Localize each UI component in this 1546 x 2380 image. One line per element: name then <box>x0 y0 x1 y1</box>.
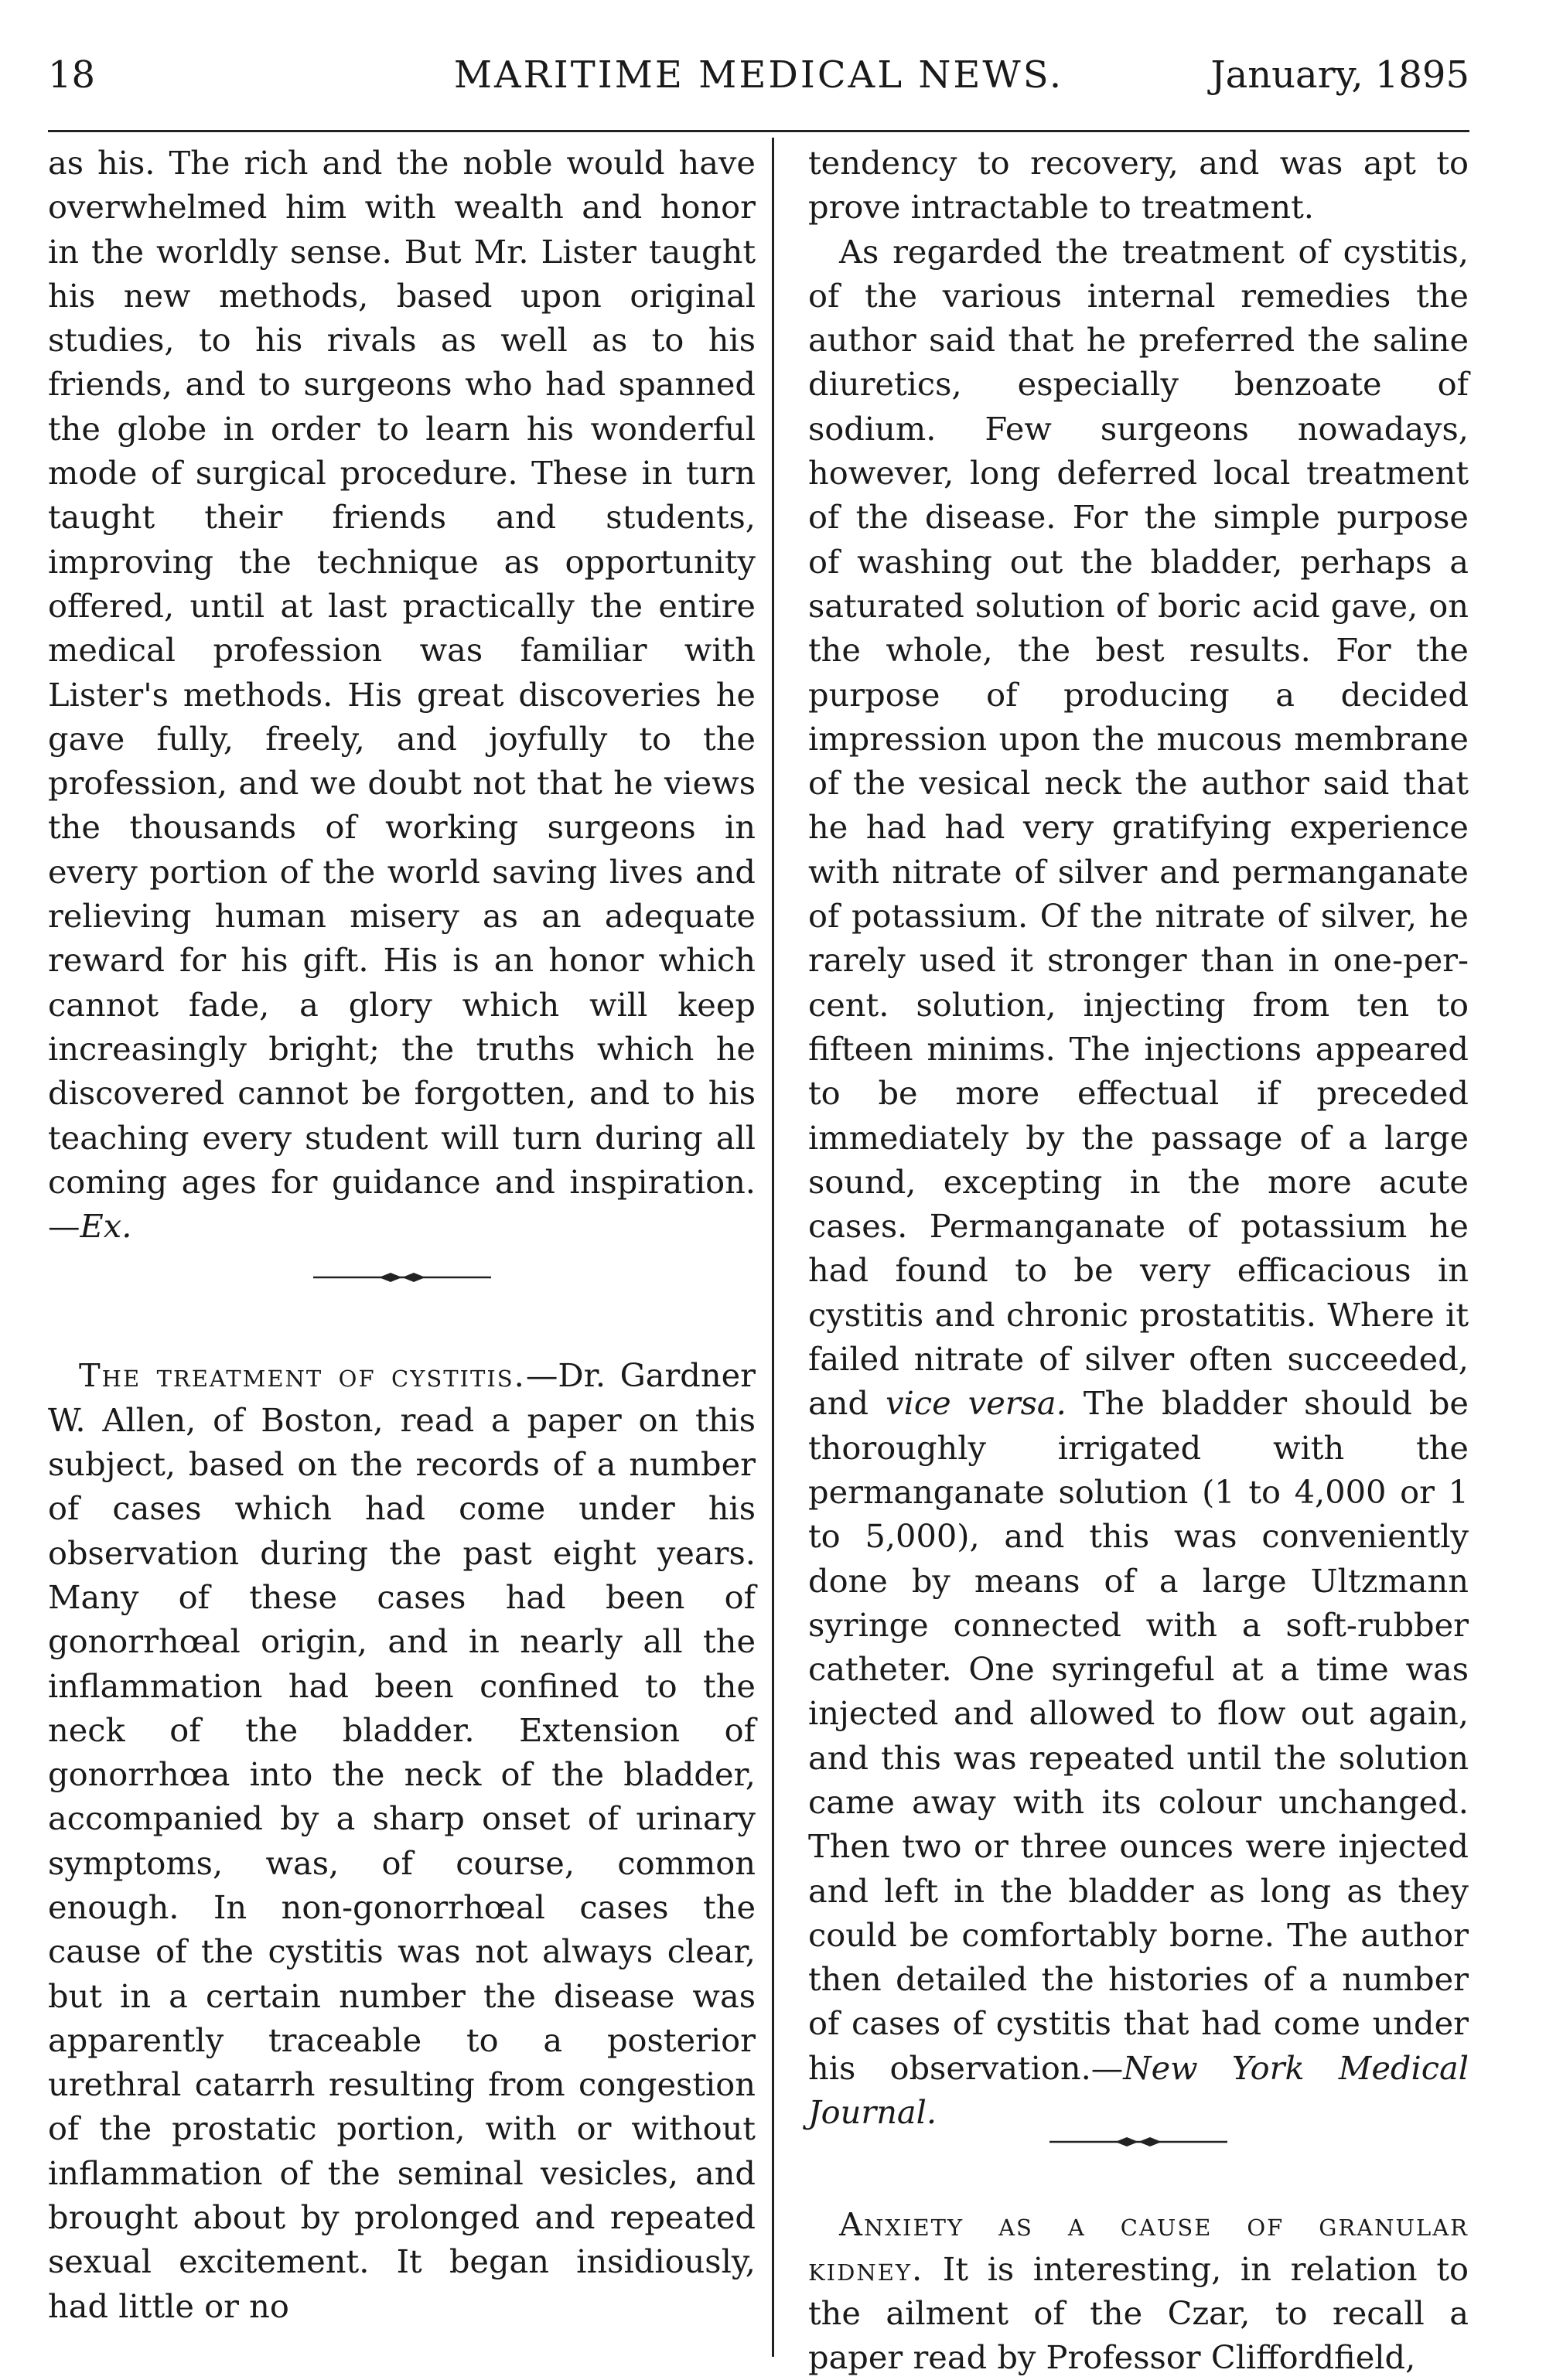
running-head <box>48 40 1469 110</box>
anxiety-heading: Anxiety as a cause of granular kidney. <box>808 2205 1469 2288</box>
cystitis-heading: The treatment of cystitis. <box>79 1356 526 1395</box>
column-divider <box>772 138 774 2357</box>
cystitis-source: New York Medical Journal. <box>808 2048 1469 2132</box>
cystitis-text-right-1: tendency to recovery, and was apt to prove intractable to treatment. <box>808 144 1469 227</box>
header-rule <box>48 130 1469 132</box>
cystitis-text-left: —Dr. Gardner W. Allen, of Boston, read a paper on this subject, based on the records of a number of cases which had come under his observation during the past eight years. Many of these cases had been of gonorrhœal origin, and in nearly all the inflammation had been confined to the neck of the bladder. Extension of gonorrhœa into the neck of the bladder, accompanied by a sharp onset of urinary symptoms, was, of course, common enough. In non-gonorrhœal cases the cause of the cystitis was not always clear, but in a certain number the disease was apparently traceable to a posterior urethral catarrh resulting from congestion of the prostatic portion, with or without inflammation of the seminal vesicles, and brought about by prolonged and repeated sexual excitement. It began insidiously, had little or no <box>48 1356 756 2325</box>
cystitis-text-right-2b: The bladder should be thoroughly irrigated with the permanganate solution (1 to 4,000 or 1 to 5,000), and this was conveniently done by means of a large Ultzmann syringe connected with a soft-rubber catheter. One syringeful at a time was injected and allowed to flow out again, and this was repeated until the solution came away with its colour unchanged. Then two or three ounces were injected and left in the bladder as long as they could be comfortably borne. The author then detailed the histories of a number of cases of cystitis that had come under his observation. <box>808 1384 1469 2087</box>
spacer <box>808 2181 1469 2202</box>
lister-source: Ex. <box>80 1207 132 1246</box>
lister-paragraph: as his. The rich and the noble would have overwhelmed him with wealth and honor in the worldly sense. But Mr. Lister taught his new methods, based upon original studies, to his rivals as well as to his friends, and to surgeons who had spanned the globe in order to learn his wonderful mode of surgical procedure. These in turn taught their friends and students, improving the technique as opportunity offered, until at last practically the entire medical profession was familiar with Lister's methods. His great discoveries he gave fully, freely, and joyfully to the profession, and we doubt not that he views the thousands of working surgeons in every portion of the world saving lives and relieving human misery as an adequate reward for his gift. His is an honor which cannot fade, a glory which will keep increasingly bright; the truths which he discovered cannot be forgotten, and to his teaching every student will turn during all coming ages for guidance and inspiration.—Ex. <box>48 144 756 1246</box>
cystitis-article-start <box>48 1353 756 2328</box>
anxiety-article-start <box>808 2202 1469 2379</box>
section-ornament <box>808 2134 1469 2181</box>
right-column <box>808 141 1469 2380</box>
spacer <box>48 1248 756 1270</box>
page-number: 18 <box>48 53 96 97</box>
journal-title: MARITIME MEDICAL NEWS. <box>453 53 1064 97</box>
left-column <box>48 141 756 2328</box>
lister-paragraph-text: as his. The rich and the noble would have overwhelmed him with wealth and honor in the worldly sense. But Mr. Lister taught his new methods, based upon original studies, to his rivals as well as to his friends, and to surgeons who had spanned the globe in order to learn his wonderful mode of surgical procedure. These in turn taught their friends and students, improving the technique as opportunity offered, until at last practically the entire medical profession was familiar with Lister's methods. His great discoveries he gave fully, freely, and joyfully to the profession, and we doubt not that he views the thousands of working surgeons in every portion of the world saving lives and relieving human misery as an adequate reward for his gift. His is an honor which cannot fade, a glory which will keep increasingly bright; the truths which he discovered cannot be forgotten, and to his teaching every student will turn during all coming ages for guidance and inspiration. <box>48 144 756 1201</box>
spacer <box>48 1332 756 1353</box>
cystitis-continuation <box>808 141 1469 230</box>
section-ornament <box>48 1270 756 1332</box>
cystitis-treatment-paragraph: As regarded the treatment of cystitis, of the various internal remedies the author said that he preferred the saline diuretics, especially benzoate of sodium. Few surgeons nowadays, however, long deferred local treatment of the disease. For the simple purpose of washing out the bladder, perhaps a saturated solution of boric acid gave, on the whole, the best results. For the purpose of producing a decided impression upon the mucous membrane of the vesical neck the author said that he had had very gratifying experience with nitrate of silver and permanganate of potassium. Of the nitrate of silver, he rarely used it stronger than in one-per-cent. solution, injecting from ten to fifteen minims. The injections appeared to be more effectual if preceded immediately by the passage of a large sound, excepting in the more acute cases. Permanganate of potassium he had found to be very efficacious in cystitis and chronic prostatitis. Where it failed nitrate of silver often succeeded, and vice versa. The bladder should be thoroughly irrigated with the permanganate solution (1 to 4,000 or 1 to 5,000), and this was conveniently done by means of a large Ultzmann syringe connected with a soft-rubber catheter. One syringeful at a time was injected and allowed to flow out again, and this was repeated until the solution came away with its colour unchanged. Then two or three ounces were injected and left in the bladder as long as they could be comfortably borne. The author then detailed the histories of a number of cases of cystitis that had come under his observation.—New York Medical Journal. <box>808 232 1469 2132</box>
anxiety-text: It is interesting, in relation to the ailment of the Czar, to recall a paper read by Professor Cliffordfield, <box>808 2249 1469 2377</box>
cystitis-text-right-2a: As regarded the treatment of cystitis, of the various internal remedies the author said that he preferred the saline diuretics, especially benzoate of sodium. Few surgeons nowadays, however, long deferred local treatment of the disease. For the simple purpose of washing out the bladder, perhaps a saturated solution of boric acid gave, on the whole, the best results. For the purpose of producing a decided impression upon the mucous membrane of the vesical neck the author said that he had had very gratifying experience with nitrate of silver and permanganate of potassium. Of the nitrate of silver, he rarely used it stronger than in one-per-cent. solution, injecting from ten to fifteen minims. The injections appeared to be more effectual if preceded immediately by the passage of a large sound, excepting in the more acute cases. Permanganate of potassium he had found to be very efficacious in cystitis and chronic prostatitis. Where it failed nitrate of silver often succeeded, and <box>808 232 1469 1423</box>
vice-versa-italic: vice versa. <box>886 1384 1067 1423</box>
issue-date: January, 1895 <box>1210 53 1469 97</box>
